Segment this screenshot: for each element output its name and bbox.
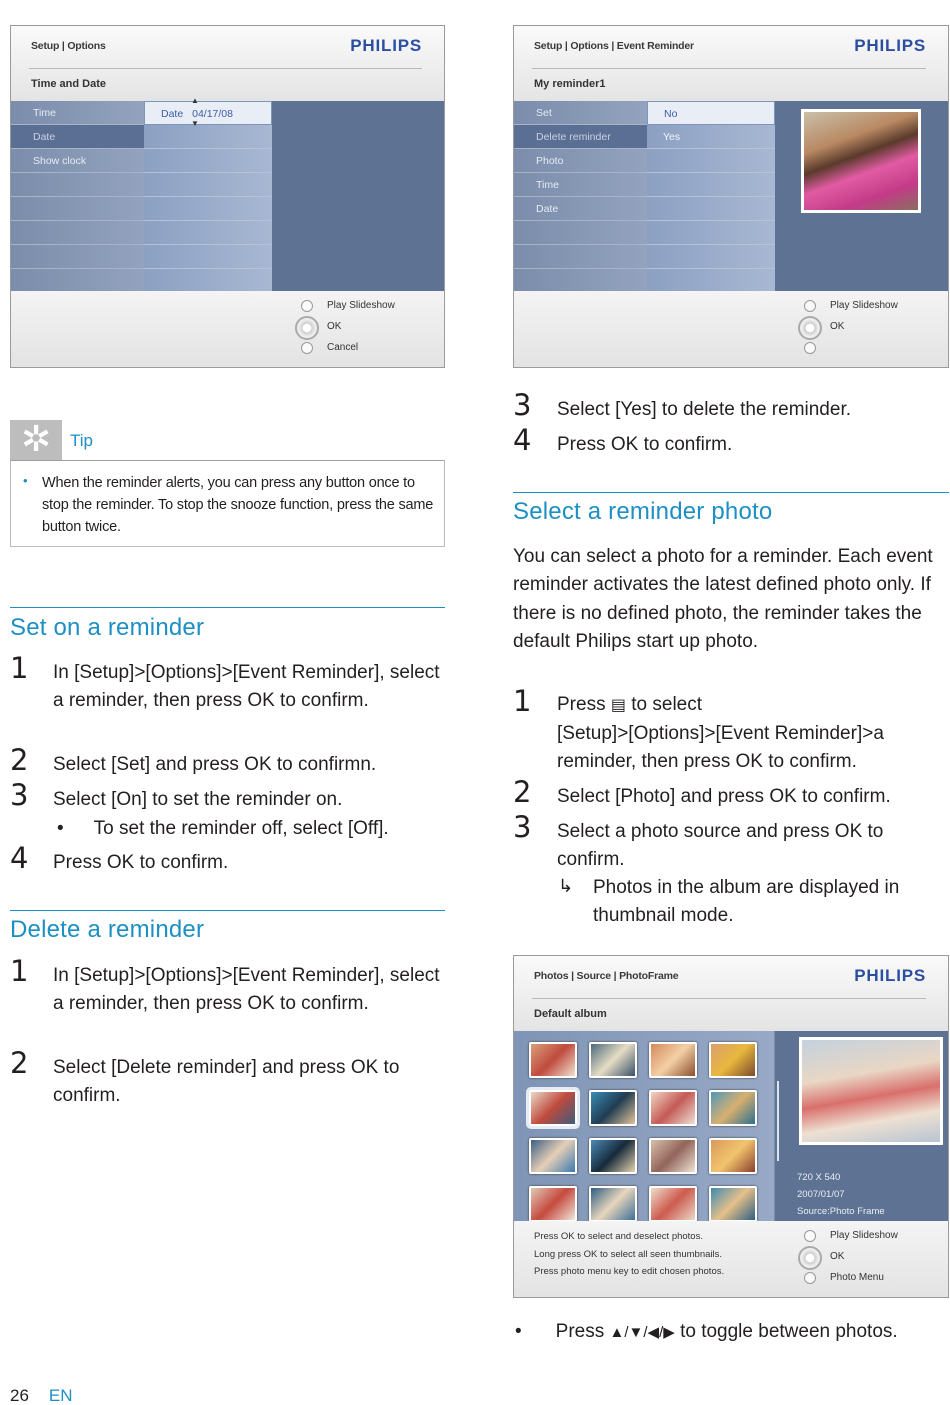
button-hints [514, 291, 948, 367]
radio-icon [301, 300, 313, 312]
step-text [557, 396, 949, 424]
screenshot-event-reminder [513, 25, 949, 368]
value-empty [647, 197, 775, 221]
step-text [557, 783, 949, 811]
text: to confirm. [53, 1057, 400, 1106]
button-hints [514, 1221, 948, 1297]
thumbnail[interactable] [649, 1138, 697, 1174]
value-empty [647, 221, 775, 245]
option-label: Cancel [327, 342, 359, 353]
key-label: OK [244, 754, 272, 775]
option-label: OK [830, 1251, 845, 1262]
menu-path: [Yes] [615, 399, 657, 420]
ok-button-icon [295, 316, 319, 340]
menu-item-empty [11, 197, 144, 221]
tip-text: When the reminder alerts, you can press any button once to stop the reminder. To stop the snooze function, press the same button twice. [42, 475, 434, 535]
step-text [53, 786, 445, 814]
thumbnail[interactable] [589, 1138, 637, 1174]
thumbnail[interactable] [589, 1090, 637, 1126]
menu-item-empty [514, 221, 647, 245]
instruction-line: Press photo menu key to edit chosen photos. [534, 1266, 725, 1277]
text: >a reminder, then press [557, 723, 884, 772]
menu-stage [514, 101, 948, 294]
menu-item-date[interactable]: Date [11, 125, 144, 149]
option-list [297, 299, 395, 362]
page-number: 26 [10, 1386, 29, 1405]
page-footer [10, 1386, 73, 1405]
option-label: Play Slideshow [830, 1230, 898, 1241]
radio-icon [804, 1230, 816, 1242]
nav-instruction [515, 1318, 949, 1347]
value-empty [144, 149, 272, 173]
option-label: Play Slideshow [327, 300, 395, 311]
text: and press [150, 754, 245, 775]
step-number: 1 [10, 651, 29, 685]
menu-item-set[interactable]: Set [514, 101, 647, 125]
thumbnail[interactable] [709, 1090, 757, 1126]
menu-list [11, 101, 144, 294]
tip-header [10, 420, 62, 460]
step-number: 1 [513, 684, 532, 718]
value-empty [144, 221, 272, 245]
option-ok[interactable] [800, 320, 898, 341]
thumbnail[interactable] [529, 1042, 577, 1078]
step-number: 4 [513, 423, 532, 457]
menu-path: [Setup]>[Options]>[Event Reminder] [74, 965, 380, 986]
divider [532, 998, 926, 999]
menu-item-empty [11, 173, 144, 197]
button-hints [11, 291, 444, 367]
menu-stage [11, 96, 444, 294]
text: Press [555, 1321, 610, 1342]
asterisk-icon: ✲ [21, 419, 52, 460]
radio-icon [804, 300, 816, 312]
value-list [144, 96, 272, 294]
breadcrumb: Photos | Source | PhotoFrame [534, 970, 679, 982]
step-text [53, 1054, 445, 1110]
menu-key-icon: ▤ [610, 697, 626, 714]
value-empty [144, 125, 272, 149]
ok-button-icon [798, 316, 822, 340]
text: to confirm. [274, 993, 369, 1014]
text: Select [53, 789, 112, 810]
key-label: OK [610, 434, 639, 455]
menu-item-empty [514, 245, 647, 269]
text: , select a reminder, then press [53, 662, 440, 711]
thumbnail[interactable] [649, 1186, 697, 1222]
step-number: 1 [10, 954, 29, 988]
text: to confirm. [557, 821, 884, 870]
step-text [53, 962, 445, 1018]
option-label: Play Slideshow [830, 300, 898, 311]
step-text [53, 659, 445, 715]
step-number: 3 [513, 810, 532, 844]
heading-delete-reminder: Delete a reminder [10, 916, 205, 943]
text: to confirm. [762, 751, 857, 772]
section-rule [10, 910, 445, 911]
text: to confirmn. [271, 754, 377, 775]
bullet-icon: • [23, 473, 28, 488]
thumbnail[interactable] [649, 1042, 697, 1078]
key-label: OK [834, 821, 863, 842]
step-number: 2 [513, 775, 532, 809]
reminder-photo-preview [801, 109, 921, 213]
date-value: 04/17/08 [192, 108, 233, 120]
bullet-icon: • [515, 1321, 522, 1342]
breadcrumb: Setup | Options [31, 40, 106, 52]
tip-content [10, 460, 445, 547]
arrow-down-icon[interactable]: ▼ [191, 119, 199, 128]
text: to confirm. [796, 786, 891, 807]
bullet-icon: • [57, 818, 64, 839]
value-empty [144, 197, 272, 221]
thumbnail[interactable] [709, 1186, 757, 1222]
thumbnail[interactable] [529, 1138, 577, 1174]
intro-paragraph: You can select a photo for a reminder. Each event reminder activates the latest defined photo only. If there is no defined photo, the reminder takes the default Philips start up photo. [513, 546, 933, 653]
option-ok[interactable] [800, 1250, 898, 1271]
heading-select-reminder-photo: Select a reminder photo [513, 498, 773, 525]
menu-path: [On] [111, 789, 147, 810]
menu-path: [Setup]>[Options]>[Event Reminder] [557, 723, 863, 744]
tip-box [10, 420, 445, 547]
key-label: OK [106, 852, 135, 873]
value-empty [144, 245, 272, 269]
menu-path: [Set] [111, 754, 151, 775]
key-label: OK [769, 786, 797, 807]
text: Select [53, 1057, 112, 1078]
text: In [53, 662, 75, 683]
instruction-line: Long press OK to select all seen thumbnails. [534, 1248, 722, 1260]
menu-item-time[interactable]: Time [11, 101, 144, 125]
menu-path: [Photo] [615, 786, 676, 807]
key-label: OK [247, 993, 275, 1014]
scrollbar[interactable] [777, 1081, 779, 1161]
arrow-keys-icon: ▲/▼/◀/▶ [609, 1324, 675, 1341]
thumbnail[interactable] [709, 1042, 757, 1078]
step-number: 3 [10, 778, 29, 812]
option-label: OK [830, 321, 845, 332]
step-number: 3 [513, 388, 532, 422]
thumbnail[interactable] [529, 1186, 577, 1222]
philips-logo: PHILIPS [350, 36, 422, 55]
text: Select [557, 786, 616, 807]
menu-item-date[interactable]: Date [514, 197, 647, 221]
photo-resolution: 720 X 540 [797, 1172, 841, 1183]
option-empty [800, 341, 898, 362]
value-empty [647, 149, 775, 173]
radio-icon [301, 342, 313, 354]
arrow-up-icon[interactable]: ▲ [191, 96, 199, 105]
instruction-line: Press OK to select and deselect photos. [534, 1231, 703, 1242]
divider [532, 68, 926, 69]
text: to delete the reminder. [656, 399, 851, 420]
option-list [800, 299, 898, 362]
date-value-spinner[interactable] [144, 96, 272, 128]
option-label: OK [327, 321, 342, 332]
text: Select [53, 754, 112, 775]
radio-icon [804, 342, 816, 354]
radio-icon [804, 1272, 816, 1284]
text: to toggle between photos. [674, 1321, 898, 1342]
thumbnail[interactable] [709, 1138, 757, 1174]
option-list [800, 1229, 898, 1292]
language-code: EN [48, 1386, 73, 1405]
option-ok[interactable] [297, 320, 395, 341]
ok-button-icon [798, 1246, 822, 1270]
result-arrow-icon: ↳ [558, 876, 574, 896]
step-text [557, 818, 949, 874]
screenshot-default-album [513, 955, 949, 1298]
screen-header [11, 26, 444, 101]
breadcrumb: Setup | Options | Event Reminder [534, 40, 694, 52]
value-empty [647, 245, 775, 269]
section-rule [10, 607, 445, 608]
thumbnail[interactable] [589, 1186, 637, 1222]
thumbnail[interactable] [589, 1042, 637, 1078]
value-no[interactable]: No [647, 101, 775, 125]
result-text: Photos in the album are displayed in thumbnail mode. [593, 877, 900, 926]
text: Press [53, 852, 107, 873]
sub-step [57, 815, 445, 843]
value-list [647, 101, 775, 294]
step-text [53, 849, 445, 877]
option-label: Photo Menu [830, 1272, 884, 1283]
step-number: 2 [10, 1046, 29, 1080]
key-label: OK [350, 1057, 379, 1078]
philips-logo: PHILIPS [854, 36, 926, 55]
text: . [383, 818, 389, 839]
menu-item-delete-reminder[interactable]: Delete reminder [514, 125, 647, 149]
screen-header [514, 26, 948, 101]
philips-logo: PHILIPS [854, 966, 926, 985]
menu-item-show-clock[interactable]: Show clock [11, 149, 144, 173]
text: to confirm. [638, 434, 733, 455]
instructions [534, 1228, 724, 1281]
thumbnail[interactable] [649, 1090, 697, 1126]
text: Select [557, 399, 616, 420]
value-empty [144, 173, 272, 197]
text: , select a reminder, then press [53, 965, 440, 1014]
screen-header [514, 956, 948, 1031]
photo-date: 2007/01/07 [797, 1189, 845, 1200]
selected-photo-preview [799, 1037, 943, 1145]
step-text [557, 431, 949, 459]
text: and press [256, 1057, 351, 1078]
heading-set-reminder: Set on a reminder [10, 614, 205, 641]
menu-item-photo[interactable]: Photo [514, 149, 647, 173]
value-empty [647, 173, 775, 197]
option-photo-menu[interactable] [800, 1271, 898, 1292]
thumbnail[interactable] [529, 1090, 577, 1126]
value-yes[interactable]: Yes [647, 125, 775, 149]
photo-source: Source:Photo Frame [797, 1206, 885, 1217]
text: To set the reminder off, select [93, 818, 348, 839]
step-text [53, 751, 445, 779]
screenshot-time-and-date [10, 25, 445, 368]
text: Press [557, 694, 611, 715]
menu-path: [Off] [347, 818, 384, 839]
key-label: OK [735, 751, 763, 772]
screen-subtitle: My reminder1 [534, 78, 606, 90]
text: to set the reminder on. [147, 789, 343, 810]
text: to confirm. [274, 690, 369, 711]
step-text [557, 691, 949, 776]
option-cancel[interactable] [297, 341, 395, 362]
text: In [53, 965, 75, 986]
step-number: 4 [10, 841, 29, 875]
photo-info [797, 1169, 885, 1220]
thumbnail-stage [514, 1031, 948, 1224]
menu-item-time[interactable]: Time [514, 173, 647, 197]
section-rule [513, 492, 949, 493]
date-label: Date [161, 108, 184, 120]
text: and press [675, 786, 770, 807]
tip-label: Tip [70, 431, 93, 450]
key-label: OK [247, 690, 275, 711]
menu-item-empty [11, 245, 144, 269]
screen-subtitle: Time and Date [31, 78, 106, 90]
text: Select a photo source and press [557, 821, 835, 842]
step-number: 2 [10, 743, 29, 777]
text: Press [557, 434, 611, 455]
menu-list [514, 101, 647, 294]
screen-subtitle: Default album [534, 1008, 607, 1020]
divider [29, 68, 422, 69]
menu-path: [Setup]>[Options]>[Event Reminder] [74, 662, 380, 683]
text: to confirm. [134, 852, 229, 873]
text: to select [625, 694, 703, 715]
menu-path: [Delete reminder] [111, 1057, 257, 1078]
menu-item-empty [11, 221, 144, 245]
